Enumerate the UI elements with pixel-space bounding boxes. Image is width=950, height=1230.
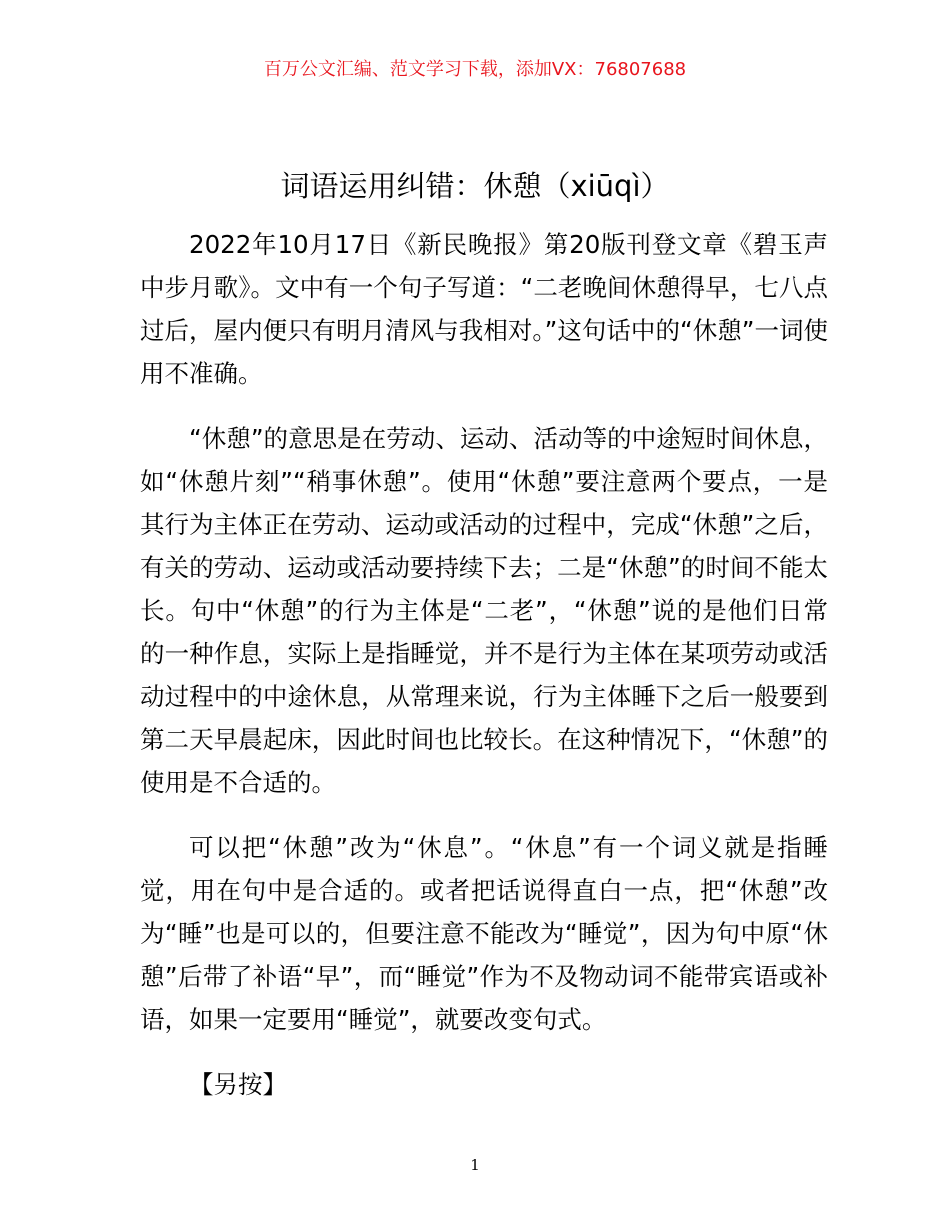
note-heading: 【另按】	[189, 1070, 287, 1099]
paragraph-correction: 可以把“休憩”改为“休息”。“休息”有一个词义就是指睡觉，用在句中是合适的。或者把话说得直白一点，把“休憩”改为“睡”也是可以的，但要注意不能改为“睡觉”，因为句中原“休憩”后带了补语“早”，而“睡觉”作为不及物动词不能带宾语或补语，如果一定要用“睡觉”，就要改变句式。	[140, 833, 828, 1034]
document-title: 词语运用纠错：休憩（xiūqì）	[280, 169, 670, 203]
header-banner: 百万公文汇编、范文学习下载，添加VX：76807688	[263, 59, 687, 80]
document-body	[140, 223, 828, 1128]
paragraph-intro: 2022年10月17日《新民晚报》第20版刊登文章《碧玉声中步月歌》。文中有一个句子写道：“二老晚间休憩得早，七八点过后，屋内便只有明月清风与我相对。”这句话中的“休憩”一词使用不准确。	[140, 230, 828, 388]
paragraph-explanation: “休憩”的意思是在劳动、运动、活动等的中途短时间休息，如“休憩片刻”“稍事休憩”。使用“休憩”要注意两个要点，一是其行为主体正在劳动、运动或活动的过程中，完成“休憩”之后，有关的劳动、运动或活动要持续下去；二是“休憩”的时间不能太长。句中“休憩”的行为主体是“二老”，“休憩”说的是他们日常的一种作息，实际上是指睡觉，并不是行为主体在某项劳动或活动过程中的中途休息，从常理来说，行为主体睡下之后一般要到第二天早晨起床，因此时间也比较长。在这种情况下，“休憩”的使用是不合适的。	[140, 424, 828, 797]
page-number: 1	[470, 1156, 480, 1174]
